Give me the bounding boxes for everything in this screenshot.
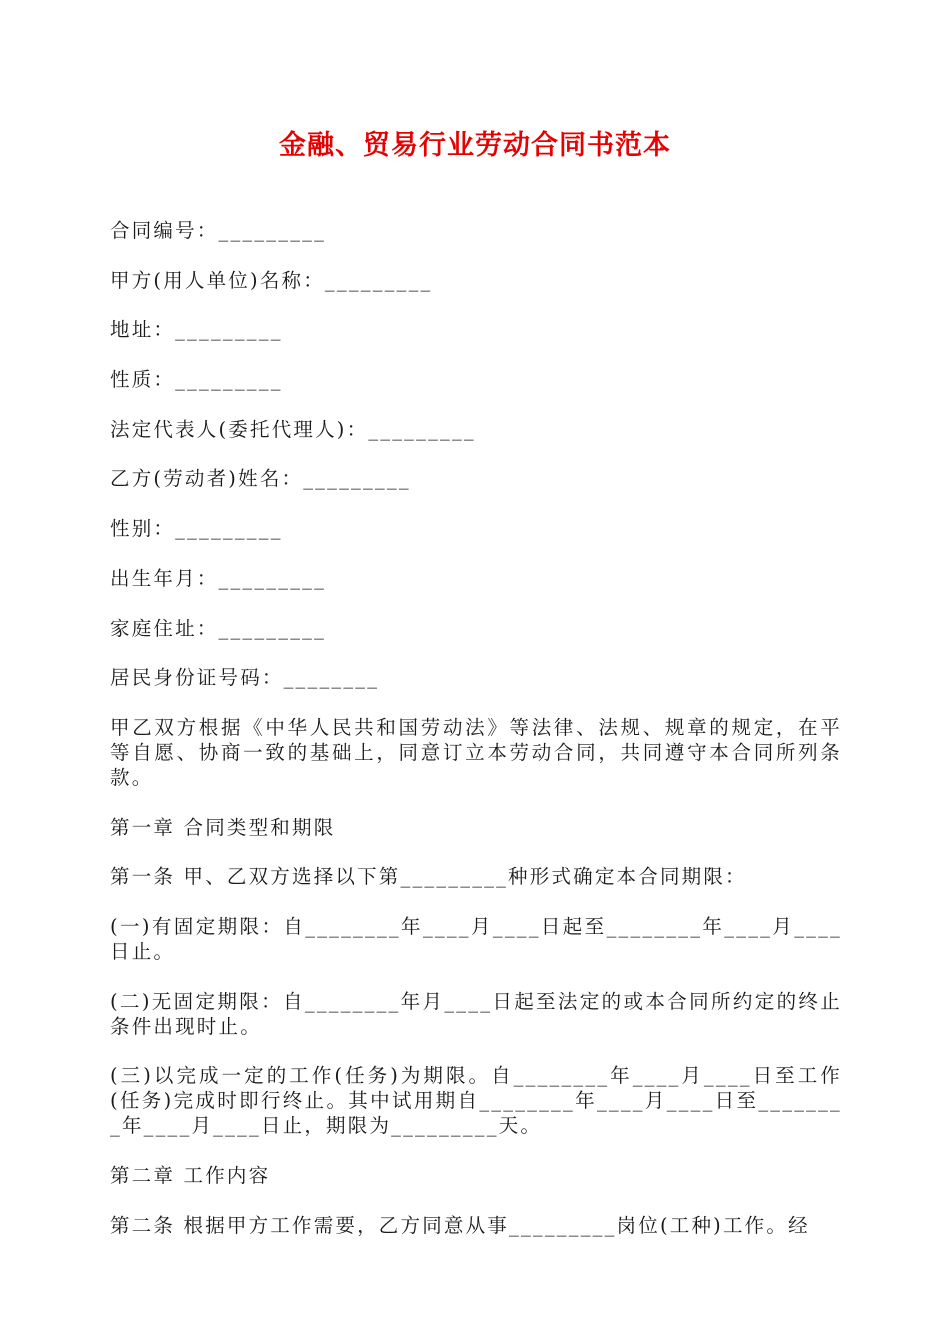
field-legal-representative: 法定代表人(委托代理人)：_________: [110, 417, 476, 441]
chapter-1-heading: 第一章 合同类型和期限: [110, 815, 336, 839]
field-contract-number: 合同编号：_________: [110, 219, 327, 242]
field-birth-date: 出生年月：_________: [110, 566, 327, 590]
article-1-option-1: (一)有固定期限：自________年____月____日起至________年____月____日止。: [110, 914, 842, 963]
field-address: 地址：_________: [110, 318, 283, 342]
field-employer-name: 甲方(用人单位)名称：_________: [110, 268, 433, 292]
field-gender: 性别：_________: [110, 517, 283, 541]
field-nature: 性质：_________: [110, 368, 283, 392]
document-body: [110, 218, 842, 1262]
chapter-2-heading: 第二章 工作内容: [110, 1164, 271, 1187]
field-employee-name: 乙方(劳动者)姓名：_________: [110, 467, 411, 491]
field-home-address: 家庭住址：_________: [110, 616, 327, 640]
article-1-option-2: (二)无固定期限：自________年月____日起至法定的或本合同所约定的终止条件出现时止。: [110, 989, 842, 1038]
document-title: 金融、贸易行业劳动合同书范本: [279, 130, 671, 161]
article-1: 第一条 甲、乙双方选择以下第_________种形式确定本合同期限：: [110, 865, 747, 889]
field-id-number: 居民身份证号码：________: [110, 666, 380, 690]
article-1-option-3: (三)以完成一定的工作(任务)为期限。自________年____月____日至工作(任务)完成时即行终止。其中试用期自________年____月____日至________年____月____日止，期限为_________天。: [110, 1064, 842, 1138]
intro-paragraph: 甲乙双方根据《中华人民共和国劳动法》等法律、法规、规章的规定，在平等自愿、协商一致的基础上，同意订立本劳动合同，共同遵守本合同所列条款。: [110, 715, 842, 789]
article-2: 第二条 根据甲方工作需要，乙方同意从事_________岗位(工种)工作。经: [110, 1213, 810, 1237]
